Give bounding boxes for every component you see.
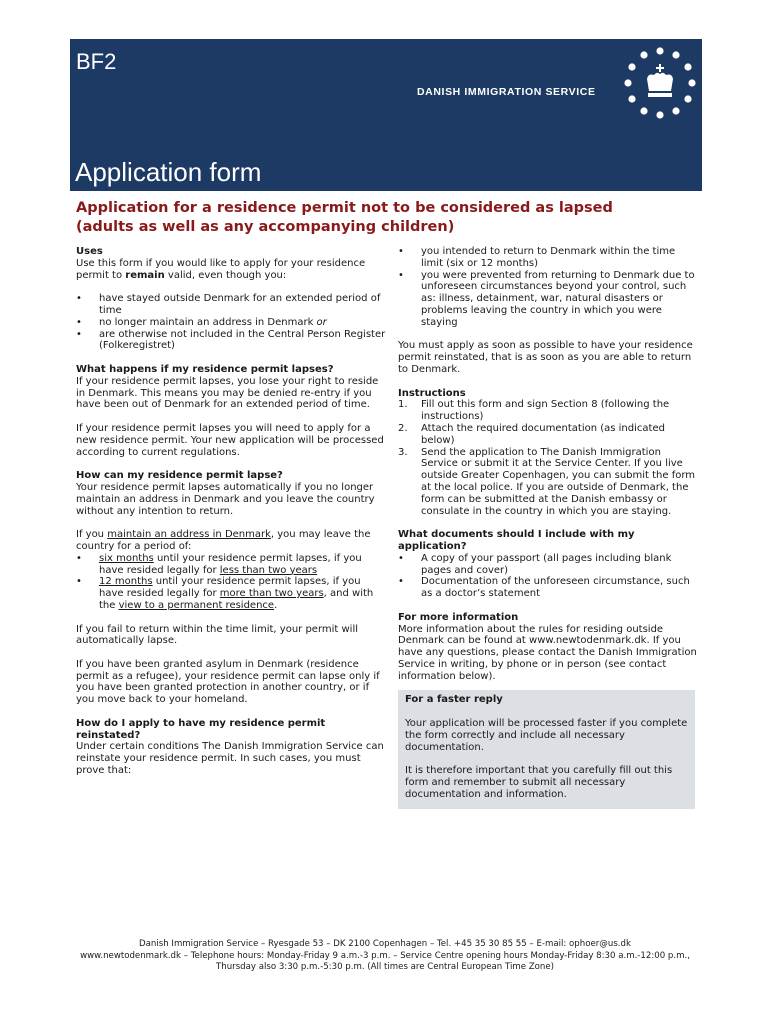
list-item: • no longer maintain an address in Denmark or <box>76 317 386 329</box>
asap-paragraph: You must apply as soon as possible to have your residence permit reinstated, that is as soon as you are able to return to Denmark. <box>398 340 693 375</box>
list-item: 2. Attach the required documentation (as indicated below) <box>398 422 665 446</box>
time-limit-list <box>76 553 386 612</box>
list-item: • A copy of your passport (all pages including blank pages and cover) <box>398 553 698 577</box>
footer-line-1: Danish Immigration Service – Ryesgade 53 – DK 2100 Copenhagen – Tel. +45 35 30 85 55 – E-mail: ophoer@us.dk <box>139 939 631 949</box>
documents-list <box>398 553 698 600</box>
instructions-heading: Instructions <box>398 387 466 399</box>
header-banner <box>70 39 702 191</box>
uses-intro: Use this form if you would like to apply for your residence permit to remain valid, even though you: <box>76 257 366 281</box>
faster-reply-paragraph: Your application will be processed faster if you complete the form correctly and include all necessary documentation. <box>405 718 688 753</box>
agency-name: DANISH IMMIGRATION SERVICE <box>417 86 596 98</box>
faster-reply-heading: For a faster reply <box>405 694 503 706</box>
list-item: • have stayed outside Denmark for an extended period of time <box>76 293 386 317</box>
lapse-paragraph: If your residence permit lapses, you lose your right to reside in Denmark. This means you may be denied re-entry if you have been out of Denmark for an extended period of time. <box>76 375 379 411</box>
right-column <box>398 246 698 809</box>
prove-list <box>398 246 698 329</box>
list-item: 3. Send the application to The Danish Immigration Service or submit it at the Service Center. If you live outside Greater Copenhagen, you can submit the form at the local police. If you are outside of Denmark, the form can be submitted at the Danish embassy or consulate in the country in which you are staying. <box>398 446 696 517</box>
list-item: • you intended to return to Denmark within the time limit (six or 12 months) <box>398 246 698 270</box>
lapse-paragraph: If your residence permit lapses you will need to apply for a new residence permit. Your new application will be processed according to current regulations. <box>76 422 384 458</box>
apply-heading: How do I apply to have my residence permit reinstated? <box>76 717 326 741</box>
how-heading: How can my residence permit lapse? <box>76 470 283 482</box>
uses-list <box>76 293 386 352</box>
crown-with-dots-emblem-icon <box>624 47 696 119</box>
subtitle-line-1: Application for a residence permit not to be considered as lapsed <box>76 200 613 216</box>
list-item: • are otherwise not included in the Central Person Register (Folkeregistret) <box>76 329 386 353</box>
how-paragraph: If you fail to return within the time limit, your permit will automatically lapse. <box>76 623 359 647</box>
left-column <box>76 246 386 789</box>
uses-heading: Uses <box>76 246 103 257</box>
instructions-list <box>398 399 698 517</box>
list-item: • Documentation of the unforeseen circumstance, such as a doctor’s statement <box>398 576 698 600</box>
more-info-paragraph: More information about the rules for residing outside Denmark can be found at www.newtodenmark.dk. If you have any questions, please contact the Danish Immigration Service in writing, by phone or in person (see contact information below). <box>398 623 697 682</box>
form-title: Application form <box>75 157 262 187</box>
list-item: • 12 months until your residence permit lapses, if you have resided legally for more than two years, and with the view to a permanent residence. <box>76 576 386 611</box>
faster-reply-paragraph: It is therefore important that you carefully fill out this form and remember to submit all necessary documentation and information. <box>405 765 673 800</box>
lapse-heading: What happens if my residence permit lapses? <box>76 363 334 375</box>
form-code: BF2 <box>76 49 117 74</box>
apply-paragraph: Under certain conditions The Danish Immigration Service can reinstate your residence permit. In such cases, you must prove that: <box>76 741 384 777</box>
how-paragraph: If you maintain an address in Denmark, you may leave the country for a period of: <box>76 529 371 552</box>
more-info-heading: For more information <box>398 611 519 623</box>
documents-heading: What documents should I include with my application? <box>398 529 635 552</box>
how-paragraph: Your residence permit lapses automatically if you no longer maintain an address in Denmark and you leave the country without any intention to return. <box>76 481 375 517</box>
how-paragraph: If you have been granted asylum in Denmark (residence permit as a refugee), your residence permit can lapse only if you have been granted protection in another country, or if you move back to your homeland. <box>76 658 380 706</box>
footer-line-2: www.newtodenmark.dk – Telephone hours: Monday-Friday 9 a.m.-3 p.m. – Service Centre opening hours Monday-Friday 8:30 a.m.-12:00 p.m., Thursday also 3:30 p.m.-5:30 p.m. (All times are Central European Time Zone) <box>80 950 690 972</box>
subtitle-line-2: (adults as well as any accompanying children) <box>76 219 455 235</box>
footer-contact <box>72 939 698 974</box>
list-item: 1. Fill out this form and sign Section 8 (following the instructions) <box>398 399 670 423</box>
faster-reply-box <box>398 690 695 808</box>
list-item: • six months until your residence permit lapses, if you have resided legally for less than two years <box>76 553 386 577</box>
form-subtitle <box>76 199 706 237</box>
list-item: • you were prevented from returning to Denmark due to unforeseen circumstances beyond your control, such as: illness, detainment, war, natural disasters or problems leaving the country in which you were staying <box>398 270 698 329</box>
